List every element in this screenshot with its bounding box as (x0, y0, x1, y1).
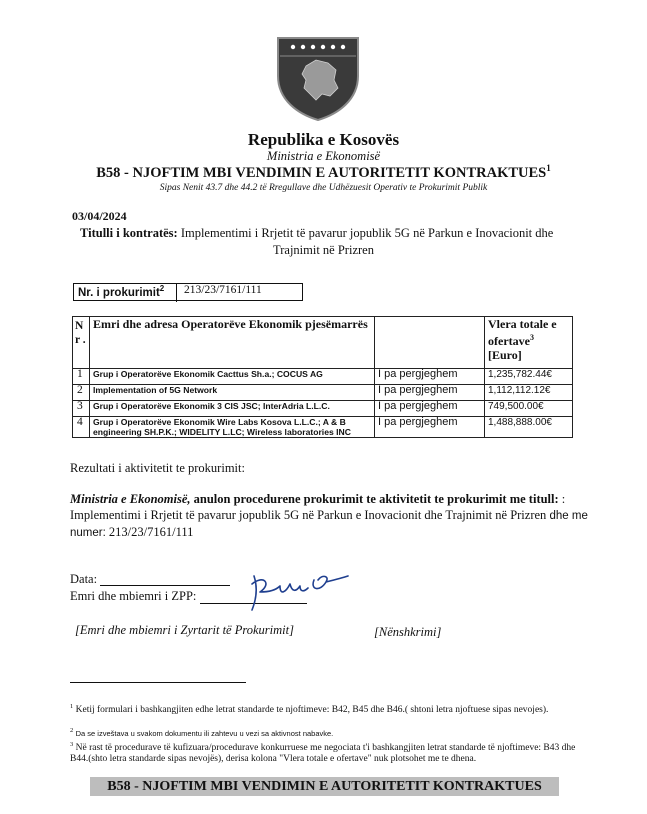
contract-title-line1: Implementimi i Rrjetit të pavarur jopublik 5G në Parkun e Inovacionit dhe (180, 226, 554, 240)
row-operator: Grup i Operatorëve Ekonomik Cacttus Sh.a.; COCUS AG (90, 369, 375, 385)
table-row (73, 369, 573, 385)
signature-hint: [Nënshkrimi] (374, 625, 442, 639)
official-name-hint: [Emri dhe mbiemri i Zyrtarit të Prokurimit] (75, 623, 294, 637)
row-value: 1,235,782.44€ (485, 369, 573, 385)
table-row (73, 417, 573, 438)
decision-number-label: dhe me numer: (70, 510, 588, 539)
row-number: 1 (73, 369, 90, 385)
row-number: 3 (73, 401, 90, 417)
decision-statement: anulon procedurene prokurimit te aktivitetit te prokurimit me titull: (190, 492, 559, 506)
legal-basis: Sipas Nenit 43.7 dhe 44.2 të Rregullave dhe Udhëzuesit Operativ te Prokurimit Publik (159, 183, 488, 193)
result-label: Rezultati i aktivitetit te prokurimit: (70, 461, 245, 475)
footnote-text: Da se izveštava u svakom dokumentu ili zahtevu u vezi sa aktivnost nabavke. (75, 729, 334, 739)
contract-title-label: Titulli i kontratës: (80, 226, 178, 240)
row-value: 1,112,112.12€ (485, 385, 573, 401)
form-title-text: B58 - NJOFTIM MBI VENDIMIN E AUTORITETIT KONTRAKTUES (96, 164, 547, 181)
footnote-3 (70, 739, 590, 765)
date-line (100, 585, 230, 586)
footnote-1 (70, 701, 590, 716)
table-row (73, 401, 573, 417)
header-value-unit: [Euro] (488, 348, 522, 362)
footnote-ref-2: 2 (159, 284, 165, 293)
country-name: Republika e Kosovës (247, 130, 400, 149)
handwritten-signature-icon (234, 570, 354, 614)
header-value-text: Vlera totale e ofertave (488, 317, 557, 348)
footnote-mark: 2 (70, 727, 74, 734)
row-number: 4 (73, 417, 90, 438)
footnote-ref-1: 1 (546, 163, 551, 173)
footnote-mark: 1 (70, 703, 74, 710)
row-operator: Implementation of 5G Network (90, 385, 375, 401)
footnote-ref-3: 3 (529, 333, 534, 342)
ministry-name: Ministria e Ekonomisë (266, 149, 381, 163)
footnote-2 (70, 725, 590, 740)
contract-title-line2: Trajnimit në Prizren (273, 243, 374, 257)
footnote-divider (70, 682, 246, 683)
header-status (375, 317, 485, 369)
row-status: I pa pergjeghem (375, 369, 485, 385)
row-status: I pa pergjeghem (375, 401, 485, 417)
procurement-number-label (78, 284, 164, 299)
decision-title: : Implementimi i Rrjetit të pavarur jopublik 5G në Parkun e Inovacionit dhe Trajnimit në Prizren (70, 492, 566, 522)
footer-title: B58 - NJOFTIM MBI VENDIMIN E AUTORITETIT KONTRAKTUES (90, 777, 559, 796)
procurement-number-label-text: Nr. i prokurimit (78, 286, 160, 299)
row-operator: Grup i Operatorëve Ekonomik Wire Labs Kosova L.L.C.; A & B engineering SH.P.K.; WIDELITY L.LC; Wireless laboratories INC (90, 417, 375, 438)
table-row (73, 385, 573, 401)
offers-table (72, 316, 573, 438)
document-date: 03/04/2024 (72, 209, 127, 223)
header-value (485, 317, 573, 369)
decision-entity: Ministria e Ekonomisë, (70, 492, 191, 506)
kosovo-coat-of-arms-icon (276, 36, 360, 122)
header-number: N r . (73, 317, 90, 369)
zpp-name-label: Emri dhe mbiemri i ZPP: (70, 589, 197, 603)
procurement-number-divider (176, 283, 177, 302)
footnote-text: Ketij formulari i bashkangjiten edhe letrat standarde te njoftimeve: B42, B45 dhe B46.( shtoni letra njoftuese sipas nevojes). (75, 705, 549, 716)
form-title (0, 163, 647, 182)
contract-title-row (80, 225, 600, 241)
header-operator: Emri dhe adresa Operatorëve Ekonomik pjesëmarrës (90, 317, 375, 369)
procurement-number-value: 213/23/7161/111 (184, 284, 262, 296)
row-operator: Grup i Operatorëve Ekonomik 3 CIS JSC; InterAdria L.L.C. (90, 401, 375, 417)
date-label: Data: (70, 572, 98, 586)
row-status: I pa pergjeghem (375, 417, 485, 438)
decision-number: 213/23/7161/111 (105, 525, 194, 539)
decision-text (70, 491, 590, 541)
row-value: 749,500.00€ (485, 401, 573, 417)
footnote-mark: 3 (70, 741, 74, 748)
row-number: 2 (73, 385, 90, 401)
row-status: I pa pergjeghem (375, 385, 485, 401)
table-header-row (73, 317, 573, 369)
row-value: 1,488,888.00€ (485, 417, 573, 438)
footnote-text: Në rast të procedurave të kufizuara/procedurave konkurruese me negociata t'i bashkangjiten letrat standarde të njoftimeve: B43 dhe B44.(shto letra standarde sipas nevojës), derisa kolona "Vlera totale e ofertave" nuk plotsohet me te dhena. (70, 743, 576, 765)
